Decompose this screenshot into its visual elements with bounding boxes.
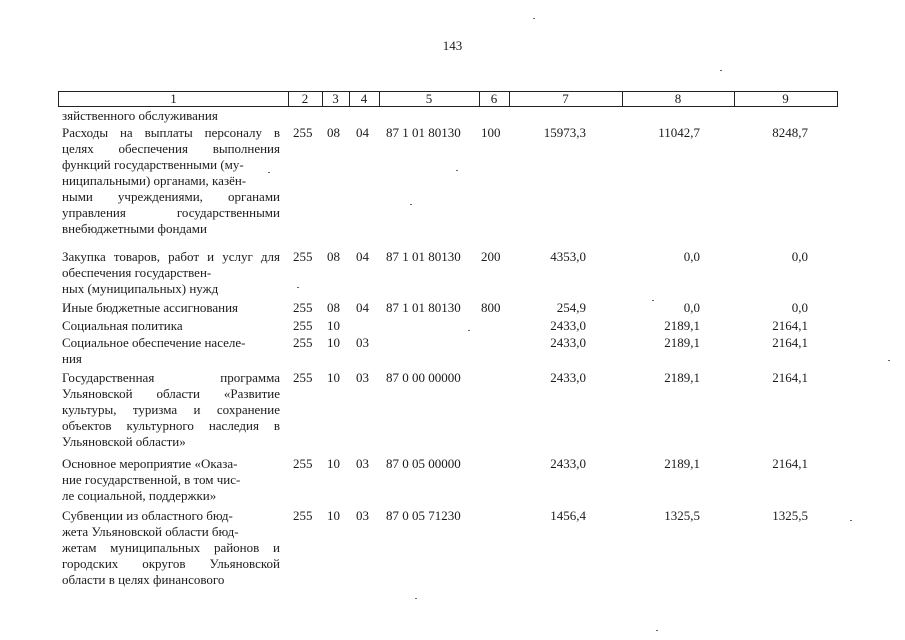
cell-col-6: 200 [481, 249, 501, 264]
row-description: Основное мероприятие «Оказа- ние государственной, в том чис- ле социальной, поддержки» [62, 456, 241, 503]
header-col-3: 3 [332, 91, 339, 106]
cell-col-3: 10 [327, 335, 340, 350]
cell-col-4: 04 [356, 125, 369, 140]
cell-col-7: 2433,0 [550, 370, 586, 385]
cell-col-3: 08 [327, 249, 340, 264]
cell-col-4: 03 [356, 370, 369, 385]
cell-col-5: 87 1 01 80130 [386, 300, 461, 315]
page-number: 143 [442, 38, 463, 53]
row-description: Субвенции из областного бюд- жета Ульяновской области бюд- жетам муниципальных районов и городских округов Ульяновской области в целях финансового [62, 508, 280, 587]
cell-col-9: 8248,7 [772, 125, 808, 140]
header-col-9: 9 [782, 91, 789, 106]
table-header [58, 91, 838, 107]
cell-col-7: 2433,0 [550, 335, 586, 350]
cell-col-5: 87 0 00 00000 [386, 370, 461, 385]
cell-col-6: 100 [481, 125, 501, 140]
row-description: Социальная политика [62, 318, 183, 333]
cell-col-3: 10 [327, 370, 340, 385]
cell-col-3: 10 [327, 508, 340, 523]
cell-col-8: 2189,1 [664, 370, 700, 385]
header-col-6: 6 [490, 91, 498, 106]
cell-col-9: 2164,1 [772, 335, 808, 350]
scan-speck [268, 172, 270, 173]
header-col-5: 5 [425, 91, 433, 106]
cell-col-2: 255 [293, 249, 313, 264]
scan-speck [410, 204, 412, 205]
cell-col-5: 87 1 01 80130 [386, 125, 461, 140]
cell-col-9: 2164,1 [772, 456, 808, 471]
scan-speck [456, 170, 458, 171]
cell-col-3: 10 [327, 318, 340, 333]
cell-col-5: 87 0 05 00000 [386, 456, 461, 471]
scan-speck [850, 520, 852, 521]
row-description: Иные бюджетные ассигнования [62, 300, 239, 315]
scan-speck [720, 70, 722, 71]
scan-speck [652, 300, 654, 301]
cell-col-3: 10 [327, 456, 340, 471]
cell-col-2: 255 [293, 456, 313, 471]
row-description: Государственная программа Ульяновской области «Развитие культуры, туризма и сохранение объектов культурного наследия в Ульяновской области» [62, 370, 280, 449]
scan-speck [888, 360, 890, 361]
header-col-1: 1 [170, 91, 177, 106]
cell-col-2: 255 [293, 300, 313, 315]
cell-col-2: 255 [293, 318, 313, 333]
cell-col-9: 0,0 [791, 249, 808, 264]
cell-col-5: 87 1 01 80130 [386, 249, 461, 264]
cell-col-4: 03 [356, 508, 369, 523]
cell-col-8: 2189,1 [664, 456, 700, 471]
row-description: Социальное обеспечение населе- ния [62, 335, 246, 366]
row-description: Закупка товаров, работ и услуг для обеспечения государствен- ных (муниципальных) нужд [62, 249, 280, 296]
cell-col-4: 04 [356, 300, 369, 315]
scan-speck [297, 287, 299, 288]
header-col-7: 7 [562, 91, 569, 106]
cell-col-7: 2433,0 [550, 318, 586, 333]
cell-col-2: 255 [293, 125, 313, 140]
row-description: зяйственного обслуживания [62, 108, 218, 123]
cell-col-7: 4353,0 [550, 249, 586, 264]
cell-col-7: 15973,3 [543, 125, 586, 140]
cell-col-4: 04 [356, 249, 369, 264]
cell-col-7: 2433,0 [550, 456, 586, 471]
cell-col-6: 800 [481, 300, 501, 315]
cell-col-4: 03 [356, 335, 369, 350]
cell-col-9: 0,0 [791, 300, 808, 315]
cell-col-8: 1325,5 [664, 508, 700, 523]
cell-col-8: 0,0 [683, 300, 700, 315]
cell-col-4: 03 [356, 456, 369, 471]
cell-col-8: 0,0 [683, 249, 700, 264]
scan-speck [533, 18, 535, 19]
scan-speck [656, 630, 658, 631]
scan-speck [468, 330, 470, 331]
cell-col-8: 11042,7 [658, 125, 700, 140]
header-col-8: 8 [674, 91, 682, 106]
cell-col-9: 2164,1 [772, 318, 808, 333]
header-col-4: 4 [360, 91, 368, 106]
cell-col-2: 255 [293, 370, 313, 385]
cell-col-2: 255 [293, 335, 313, 350]
cell-col-7: 254,9 [556, 300, 586, 315]
cell-col-3: 08 [327, 300, 340, 315]
cell-col-7: 1456,4 [550, 508, 586, 523]
cell-col-3: 08 [327, 125, 340, 140]
row-description: Расходы на выплаты персоналу в целях обеспечения выполнения функций государственными (му- ниципальными) органами, казён- ными учреждениями, органами управления государственными внебюджетными фондами [62, 125, 280, 236]
scan-speck [415, 598, 417, 599]
cell-col-9: 1325,5 [772, 508, 808, 523]
cell-col-9: 2164,1 [772, 370, 808, 385]
cell-col-2: 255 [293, 508, 313, 523]
header-col-2: 2 [301, 91, 309, 106]
cell-col-8: 2189,1 [664, 318, 700, 333]
cell-col-8: 2189,1 [664, 335, 700, 350]
cell-col-5: 87 0 05 71230 [386, 508, 461, 523]
